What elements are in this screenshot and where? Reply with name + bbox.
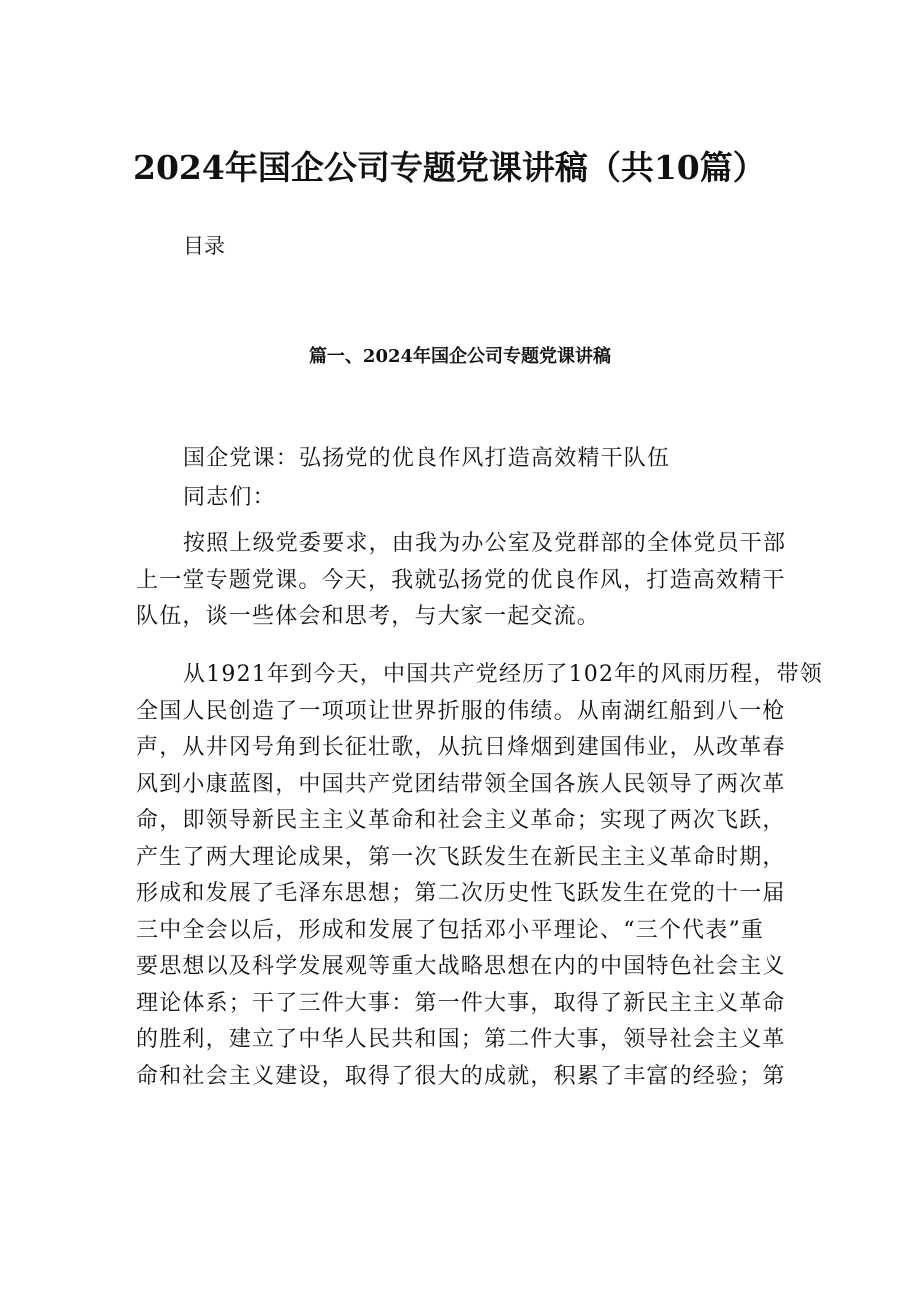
salutation: 同志们： (183, 485, 276, 510)
paragraph-line: 三中全会以后，形成和发展了包括邓小平理论、“三个代表”重 (136, 917, 765, 943)
paragraph-line: 命和社会主义建设，取得了很大的成就，积累了丰富的经验；第 (136, 1063, 786, 1089)
paragraph-line: 风到小康蓝图，中国共产党团结带领全国各族人民领导了两次革 (136, 771, 786, 797)
paragraph-line: 命，即领导新民主主义革命和社会主义革命；实现了两次飞跃， (136, 808, 786, 833)
paragraph-line: 从1921年到今天，中国共产党经历了102年的风雨历程，带领 (183, 662, 823, 687)
paragraph-line: 全国人民创造了一项项让世界折服的伟绩。从南湖红船到八一枪 (136, 698, 786, 724)
speech-subtitle: 国企党课：弘扬党的优良作风打造高效精干队伍 (183, 446, 671, 471)
body-paragraph (136, 657, 823, 1095)
document-title: 2024年国企公司专题党课讲稿（共10篇） (133, 148, 766, 187)
paragraph-line: 上一堂专题党课。今天，我就弘扬党的优良作风，打造高效精干 (136, 567, 786, 593)
paragraph-line: 队伍，谈一些体会和思考，与大家一起交流。 (136, 604, 601, 629)
paragraph-line: 形成和发展了毛泽东思想；第二次历史性飞跃发生在党的十一届 (136, 881, 786, 906)
body-paragraph (136, 526, 788, 636)
paragraph-line: 按照上级党委要求，由我为办公室及党群部的全体党员干部 (183, 531, 787, 556)
paragraph-line: 理论体系；干了三件大事：第一件大事，取得了新民主主义革命 (136, 990, 786, 1016)
table-of-contents-label[interactable]: 目录 (183, 234, 225, 258)
paragraph-line: 产生了两大理论成果，第一次飞跃发生在新民主主义革命时期， (136, 844, 786, 870)
paragraph-line: 的胜利，建立了中华人民共和国；第二件大事，领导社会主义革 (136, 1027, 786, 1052)
paragraph-line: 声，从井冈号角到长征壮歌，从抗日烽烟到建国伟业，从改革春 (136, 735, 786, 760)
section-heading: 篇一、2024年国企公司专题党课讲稿 (308, 346, 612, 367)
paragraph-line: 要思想以及科学发展观等重大战略思想在内的中国特色社会主义 (136, 954, 786, 979)
